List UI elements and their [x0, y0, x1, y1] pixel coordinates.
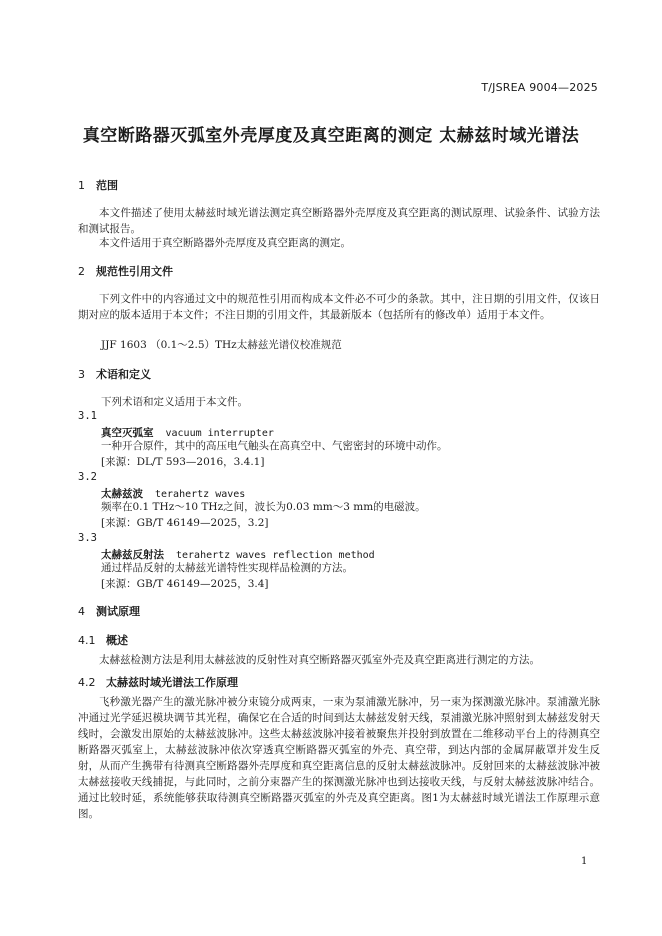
paragraph: 下列文件中的内容通过文中的规范性引用而构成本文件必不可少的条款。其中，注日期的引用文件，仅该日期对应的版本适用于本文件；不注日期的引用文件，其最新版本（包括所有的修改单）适用于本文件。	[78, 293, 600, 321]
subsection-4-2-heading	[78, 674, 238, 690]
term-number: 3.2	[78, 471, 97, 483]
term-definition: 通过样品反射的太赫兹光谱特性实现样品检测的方法。	[101, 562, 353, 574]
section-number: 1	[78, 179, 85, 192]
section-title: 规范性引用文件	[96, 265, 173, 278]
paragraph: 太赫兹检测方法是利用太赫兹波的反射性对真空断路器灭弧室外壳及真空距离进行测定的方法。	[99, 654, 540, 666]
term-en: terahertz waves reflection method	[176, 550, 375, 561]
paragraph: 本文件描述了使用太赫兹时域光谱法测定真空断路器外壳厚度及真空距离的测试原理、试验条件、试验方法和测试报告。	[78, 207, 600, 235]
section-title: 范围	[96, 179, 118, 192]
term-zh: 太赫兹波	[101, 488, 143, 500]
section-number: 2	[78, 265, 85, 278]
term-en: vacuum interrupter	[165, 428, 274, 439]
section-title: 术语和定义	[96, 368, 151, 381]
paragraph: 本文件适用于真空断路器外壳厚度及真空距离的测定。	[99, 237, 351, 249]
term-en: terahertz waves	[155, 489, 246, 500]
term-definition: 频率在0.1 THz～10 THz之间，波长为0.03 mm～3 mm的电磁波。	[101, 501, 426, 513]
section-3-heading	[78, 366, 151, 382]
paragraph: 飞秒激光器产生的激光脉冲被分束镜分成两束，一束为泵浦激光脉冲，另一束为探测激光脉冲。泵浦激光脉冲通过光学延迟模块调节其光程，确保它在合适的时间到达太赫兹发射天线，泵浦激光脉冲照射到太赫兹发射天线时，会激发出原始的太赫兹波脉冲。这些太赫兹波脉冲接着被聚焦并投射到放置在二维移动平台上的待测真空断路器灭弧室上，太赫兹波脉冲依次穿透真空断路器灭弧室的外壳、真空带，到达内部的金属屏蔽罩并发生反射，从而产生携带有待测真空断路器外壳厚度和真空距离信息的反射太赫兹波脉冲。反射回来的太赫兹波脉冲被太赫兹接收天线捕捉，与此同时，之前分束器产生的探测激光脉冲也到达接收天线，与反射太赫兹波脉冲结合。通过比较时延，系统能够获取待测真空断路器灭弧室的外壳及真空距离。图1为太赫兹时域光谱法工作原理示意图。	[78, 696, 600, 820]
page-number: 1	[581, 856, 588, 867]
document-code: T/JSREA 9004—2025	[481, 81, 598, 94]
section-1-heading	[78, 177, 118, 193]
term-number: 3.1	[78, 410, 97, 422]
term-zh: 真空灭弧室	[101, 427, 154, 439]
term-source: [来源：DL/T 593—2016，3.4.1]	[101, 456, 265, 468]
paragraph: 下列术语和定义适用于本文件。	[101, 396, 248, 408]
term-zh: 太赫兹反射法	[101, 549, 164, 561]
term-source: [来源：GB/T 46149—2025，3.4]	[101, 578, 269, 590]
section-title: 测试原理	[96, 605, 140, 618]
section-4-heading	[78, 603, 140, 619]
subsection-title: 概述	[106, 634, 128, 647]
term-source: [来源：GB/T 46149—2025，3.2]	[101, 517, 269, 529]
term-definition: 一种开合原件，其中的高压电气触头在高真空中、气密密封的环境中动作。	[101, 440, 448, 452]
page-title: 真空断路器灭弧室外壳厚度及真空距离的测定 太赫兹时域光谱法	[82, 126, 580, 146]
normative-reference: JJF 1603 （0.1～2.5）THz太赫兹光谱仪校准规范	[101, 339, 342, 351]
term-number: 3.3	[78, 532, 97, 544]
subsection-number: 4.2	[78, 676, 96, 689]
subsection-4-1-heading	[78, 632, 128, 648]
section-number: 4	[78, 605, 85, 618]
subsection-title: 太赫兹时域光谱法工作原理	[106, 676, 238, 689]
section-2-heading	[78, 263, 173, 279]
subsection-number: 4.1	[78, 634, 96, 647]
section-number: 3	[78, 368, 85, 381]
